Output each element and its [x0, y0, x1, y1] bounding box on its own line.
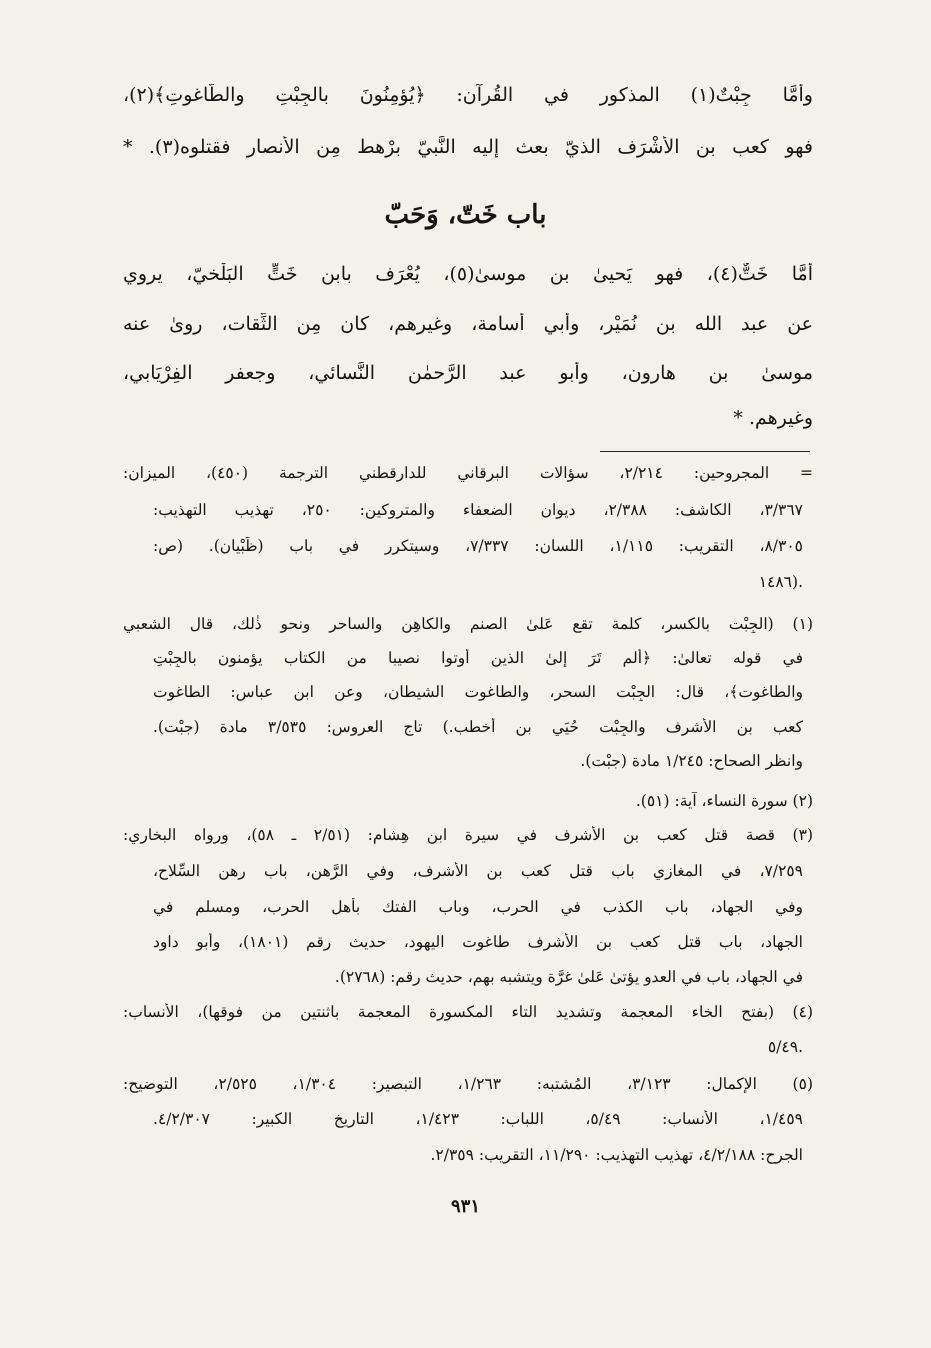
footnote-line: كعب بن الأشرف والجِبْت حُيَي بن أخطب.) تاج العروس: ٣/٥٣٥ مادة (جبْت). — [153, 718, 803, 736]
footnote-line: والطاغوت﴾، قال: الجِبْت السحر، والطاغوت الشيطان، وعن ابن عباس: الطاغوت — [153, 683, 803, 701]
section-text-line: وغيرهم. * — [733, 407, 813, 429]
footnote-line: وفي الجهاد، باب الكذب في الحرب، وباب الفتك بأهل الحرب، ومسلم في — [153, 898, 803, 916]
footnote-line: ٥/٤٩. — [767, 1038, 803, 1056]
footnote-line: (٥) الإكمال: ٣/١٢٣، المُشتبه: ١/٢٦٣، التبصير: ١/٣٠٤، ٢/٥٢٥، التوضيح: — [123, 1075, 813, 1093]
footnote-line: = المجروحين: ٢/٢١٤، سؤالات البرقاني للدارقطني الترجمة (٤٥٠)، الميزان: — [123, 464, 813, 482]
footnote-line: (٤) (بفتح الخاء المعجمة وتشديد التاء المكسورة المعجمة باثنتين من فوقها)، الأنساب: — [123, 1003, 813, 1021]
main-text-line: فهو كعب بن الأَشْرَف الذيّ بعث إليه النَّبيّ برْهط مِن الأنصار فقتلوه(٣). * — [123, 136, 813, 158]
footnote-line: (١) (الجِبْت بالكسر، كلمة تقع عَلىٰ الصنم والكاهِن والساحر ونحو ذٰلك، قال الشعبي — [123, 615, 813, 633]
footnote-line: ١٤٨٦). — [758, 573, 803, 591]
footnote-line: (٢) سورة النساء، آية: (٥١). — [635, 792, 813, 810]
section-heading: باب خَتّ، وَحَبّ — [384, 200, 547, 230]
footnote-line: ٧/٢٥٩، في المغازي باب قتل كعب بن الأشرف، وفي الرَّهن، باب رهن السِّلاح، — [153, 862, 803, 880]
section-text-line: عن عبد الله بن نُمَيْر، وأبي أسامة، وغيرهم، كان مِن الثِّقات، روىٰ عنه — [123, 313, 813, 335]
footnote-line: ٨/٣٠٥، التقريب: ١/١١٥، اللسان: ٧/٣٣٧، وسيتكرر في باب (ظَبْيان). (ص: — [153, 537, 803, 555]
footnote-line: وانظر الصحاح: ١/٢٤٥ مادة (جبْت). — [580, 752, 803, 770]
footnote-line: الجرح: ٤/٢/١٨٨، تهذيب التهذيب: ١١/٢٩٠، التقريب: ٢/٣٥٩. — [430, 1146, 803, 1164]
footnote-line: في قوله تعالىٰ: ﴿ألم تَرَ إلىٰ الذين أوتوا نصيبا من الكتاب يؤمنون بالجِبْتِ — [153, 649, 803, 667]
footnote-line: (٣) قصة قتل كعب بن الأشرف في سيرة ابن هِشام: (٢/٥١ ـ ٥٨)، ورواه البخاري: — [123, 826, 813, 844]
footnote-line: في الجهاد، باب في العدو يؤتىٰ عَلىٰ غرَّة ويتشبه بهم، حديث رقم: (٢٧٦٨). — [334, 968, 803, 986]
footnote-line: ٣/٣٦٧، الكاشف: ٢/٣٨٨، ديوان الضعفاء والمتروكين: ٢٥٠، تهذيب التهذيب: — [153, 501, 803, 519]
page-number: ٩٣١ — [450, 1196, 480, 1217]
footnote-line: ١/٤٥٩، الأنساب: ٥/٤٩، اللباب: ١/٤٢٣، التاريخ الكبير: ٤/٢/٣٠٧. — [153, 1110, 803, 1128]
section-text-line: موسىٰ بن هارون، وأبو عبد الرَّحمٰن النَّسائي، وجعفر الفِرْيَابي، — [123, 362, 813, 384]
footnote-line: الجهاد، باب قتل كعب بن الأشرف طاغوت اليهود، حديث رقم (١٨٠١)، وأبو داود — [153, 933, 803, 951]
footnote-divider — [600, 451, 810, 452]
main-text-line: وأمَّا جِبْتٌ(١) المذكور في القُرآن: ﴿يُؤمِنُونَ بالجِبْتِ والطَّاغوتِ﴾(٢)، — [123, 84, 813, 106]
section-text-line: أمَّا خَتٌّ(٤)، فهو يَحيىٰ بن موسىٰ(٥)، يُعْرَف بابن خَتٍّ البَلْخيّ، يروي — [123, 263, 813, 285]
